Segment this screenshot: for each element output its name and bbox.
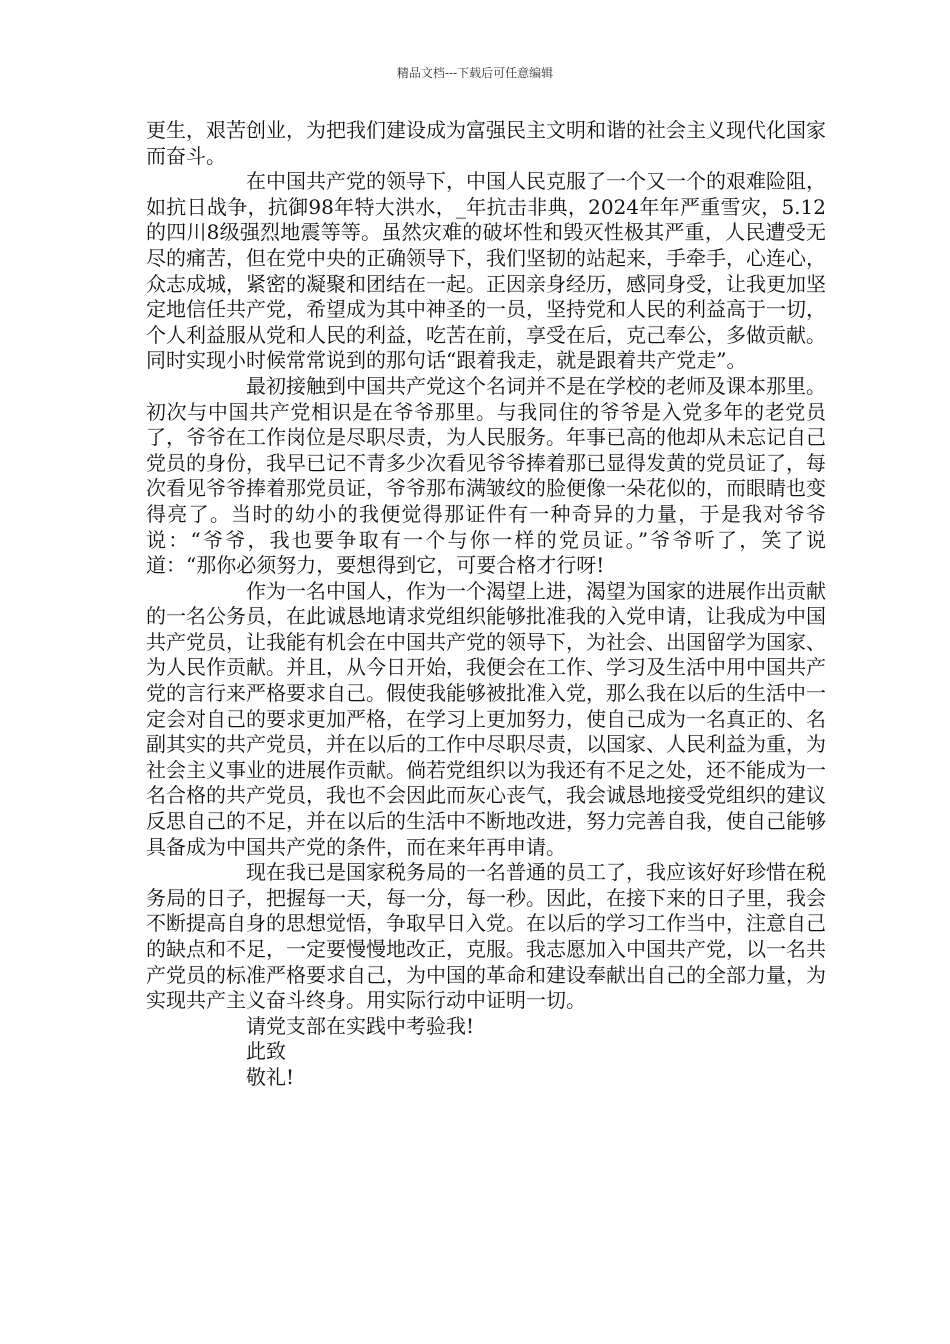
closing-regards: 敬礼! — [246, 1064, 295, 1089]
closing-request: 请党支部在实践中考验我! — [246, 1013, 475, 1038]
paragraph-continuation: 更生，艰苦创业，为把我们建设成为富强民主文明和谐的社会主义现代化国家而奋斗。 — [146, 118, 826, 168]
paragraph-application: 作为一名中国人，作为一个渴望上进，渴望为国家的进展作出贡献的一名公务员，在此诚恳地请求党组织能够批准我的入党申请，让我成为中国共产党员，让我能有机会在中国共产党的领导下，为社会、出国留学为国家、为人民作贡献。并且，从今日开始，我便会在工作、学习及生活中用中国共产党的言行来严格要求自己。假使我能够被批准入党，那么我在以后的生活中一定会对自己的要求更加严格，在学习上更加努力，使自己成为一名真正的、名副其实的共产党员，并在以后的工作中尽职尽责，以国家、人民利益为重，为社会主义事业的进展作贡献。倘若党组织以为我还有不足之处，还不能成为一名合格的共产党员，我也不会因此而灰心丧气，我会诚恳地接受党组织的建议反思自己的不足，并在以后的生活中不断地改进，努力完善自我，使自己能够具备成为中国共产党的条件，而在来年再申请。 — [146, 578, 826, 859]
closing-salutation: 此致 — [246, 1039, 286, 1064]
paragraph-grandfather: 最初接触到中国共产党这个名词并不是在学校的老师及课本那里。初次与中国共产党相识是在爷爷那里。与我同住的爷爷是入党多年的老党员了，爷爷在工作岗位是尽职尽责，为人民服务。年事已高的他却从未忘记自己党员的身份，我早已记不青多少次看见爷爷捧着那已显得发黄的党员证了，每次看见爷爷捧着那党员证，爷爷那布满皱纹的脸便像一朵花似的，而眼睛也变得亮了。当时的幼小的我便觉得那证件有一种奇异的力量，于是我对爷爷说：“爷爷，我也要争取有一个与你一样的党员证。”爷爷听了，笑了说道：“那你必须努力，要想得到它，可要合格才行呀! — [146, 373, 826, 578]
paragraph-disasters: 在中国共产党的领导下，中国人民克服了一个又一个的艰难险阻，如抗日战争，抗御98年特大洪水，_年抗击非典，2024年年严重雪灾，5.12的四川8级强烈地震等等。虽然灾难的破坏性和毁灭性极其严重，人民遭受无尽的痛苦，但在党中央的正确领导下，我们坚韧的站起来，手牵手，心连心，众志成城，紧密的凝聚和团结在一起。正因亲身经历，感同身受，让我更加坚定地信任共产党，希望成为其中神圣的一员，坚持党和人民的利益高于一切，个人利益服从党和人民的利益，吃苦在前，享受在后，克己奉公，多做贡献。同时实现小时候常常说到的那句话“跟着我走，就是跟着共产党走”。 — [146, 169, 826, 373]
page-header: 精品文档---下载后可任意编辑 — [396, 66, 554, 80]
paragraph-commitment: 现在我已是国家税务局的一名普通的员工了，我应该好好珍惜在税务局的日子，把握每一天，每一分，每一秒。因此，在接下来的日子里，我会不断提高自身的思想觉悟，争取早日入党。在以后的学习工作当中，注意自己的缺点和不足，一定要慢慢地改正，克服。我志愿加入中国共产党，以一名共产党员的标准严格要求自己，为中国的革命和建设奉献出自己的全部力量，为实现共产主义奋斗终身。用实际行动中证明一切。 — [146, 860, 826, 1013]
document-body — [146, 118, 826, 1091]
